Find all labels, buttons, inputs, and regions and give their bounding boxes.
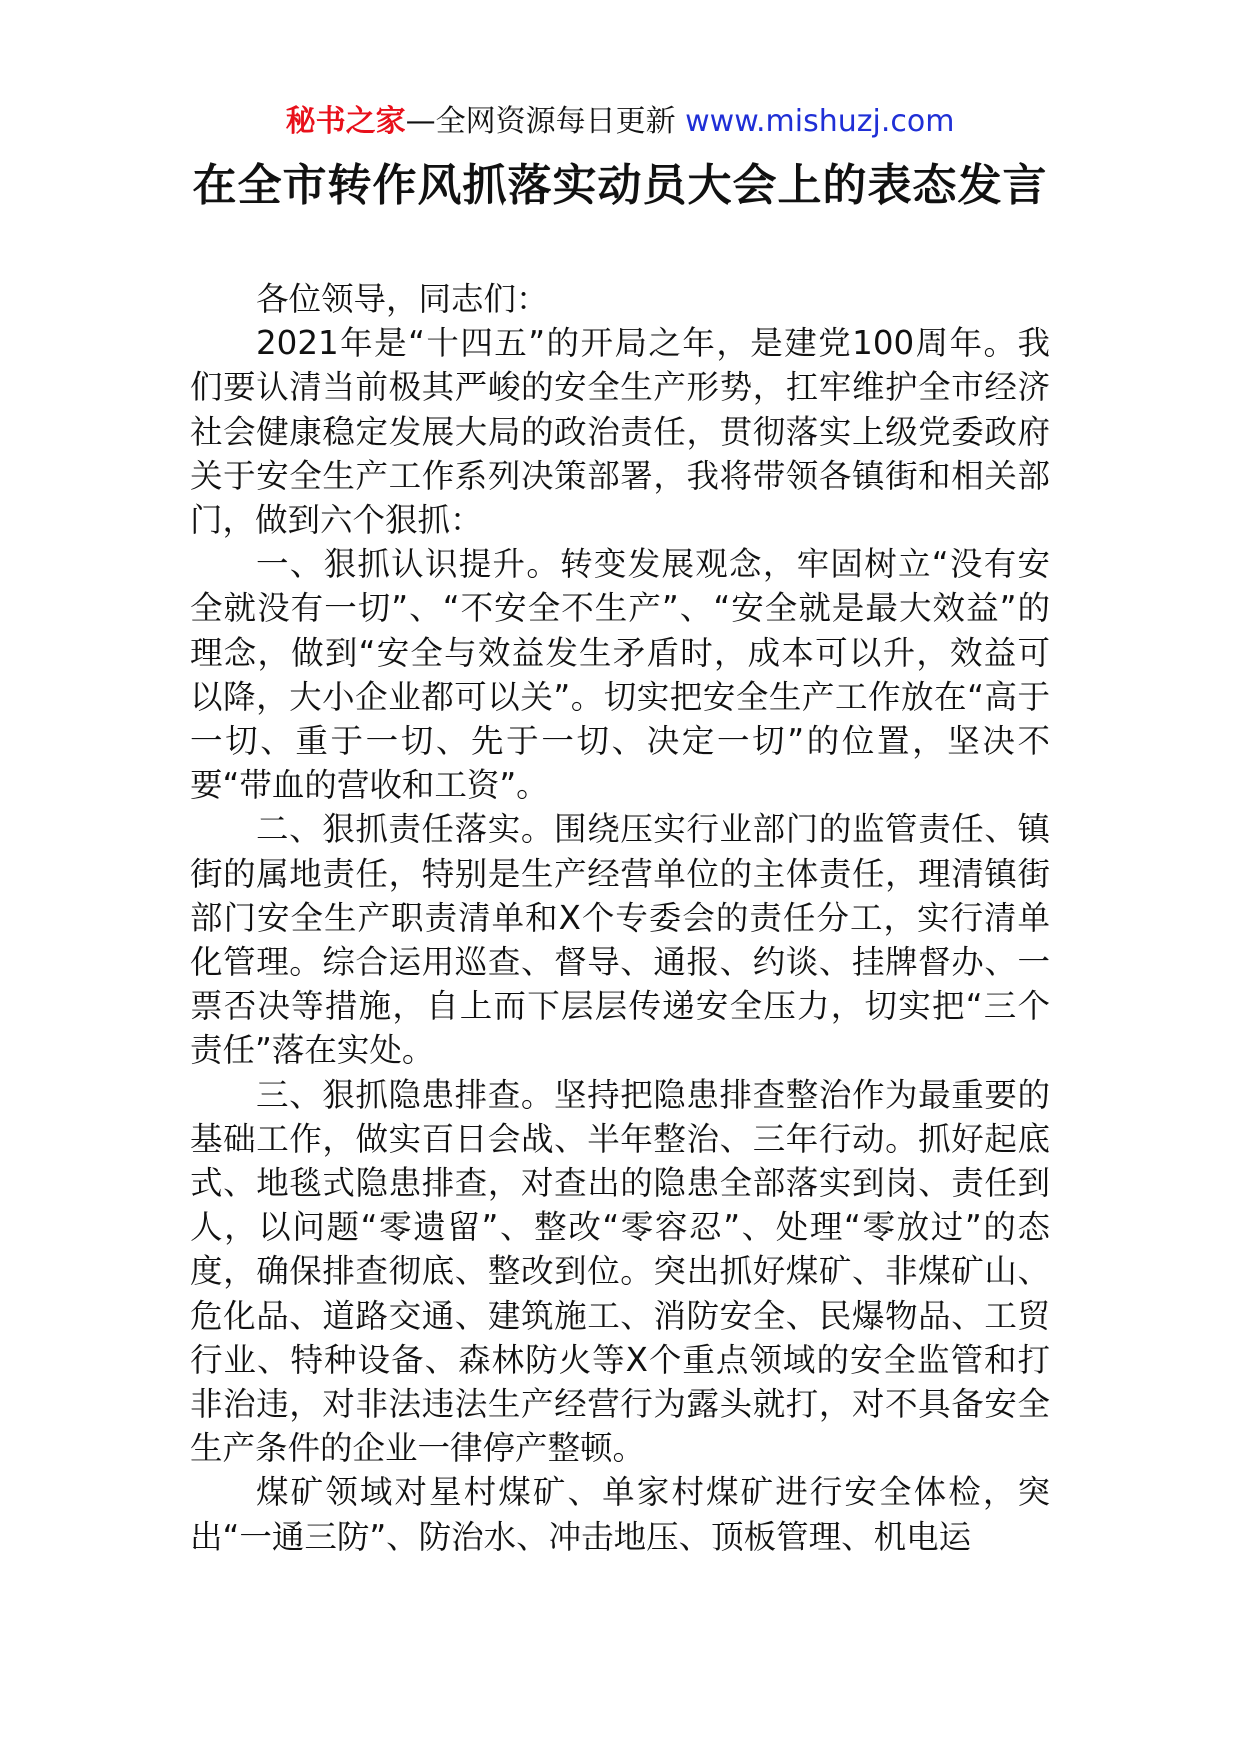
coal-mine-paragraph: 煤矿领域对星村煤矿、单家村煤矿进行安全体检，突出“一通三防”、防治水、冲击地压、顶板管理、机电运 [190,1473,1050,1556]
document-body [190,277,1050,1559]
brand-name: 秘书之家 [285,104,406,139]
point-one-paragraph: 一、狠抓认识提升。转变发展观念，牢固树立“没有安全就没有一切”、“不安全不生产”、“安全就是最大效益”的理念，做到“安全与效益发生矛盾时，成本可以升，效益可以降，大小企业都可以关”。切实把安全生产工作放在“高于一切、重于一切、先于一切、决定一切”的位置，坚决不要“带血的营收和工资”。 [190,545,1050,805]
intro-paragraph: 2021年是“十四五”的开局之年，是建党100周年。我们要认清当前极其严峻的安全生产形势，扛牢维护全市经济社会健康稳定发展大局的政治责任，贯彻落实上级党委政府关于安全生产工作系列决策部署，我将带领各镇街和相关部门，做到六个狠抓： [190,324,1050,540]
site-header [0,102,1240,142]
slogan: —全网资源每日更新 [405,104,686,139]
site-url[interactable]: www.mishuzj.com [685,104,955,139]
salutation-paragraph: 各位领导，同志们： [256,280,549,318]
point-two-paragraph: 二、狠抓责任落实。围绕压实行业部门的监管责任、镇街的属地责任，特别是生产经营单位的主体责任，理清镇街部门安全生产职责清单和X个专委会的责任分工，实行清单化管理。综合运用巡查、督导、通报、约谈、挂牌督办、一票否决等措施，自上而下层层传递安全压力，切实把“三个责任”落在实处。 [190,810,1050,1070]
point-three-paragraph: 三、狠抓隐患排查。坚持把隐患排查整治作为最重要的基础工作，做实百日会战、半年整治、三年行动。抓好起底式、地毯式隐患排查，对查出的隐患全部落实到岗、责任到人，以问题“零遗留”、整改“零容忍”、处理“零放过”的态度，确保排查彻底、整改到位。突出抓好煤矿、非煤矿山、危化品、道路交通、建筑施工、消防安全、民爆物品、工贸行业、特种设备、森林防火等X个重点领域的安全监管和打非治违，对非法违法生产经营行为露头就打，对不具备安全生产条件的企业一律停产整顿。 [190,1075,1050,1468]
document-title: 在全市转作风抓落实动员大会上的表态发言 [192,160,1048,211]
